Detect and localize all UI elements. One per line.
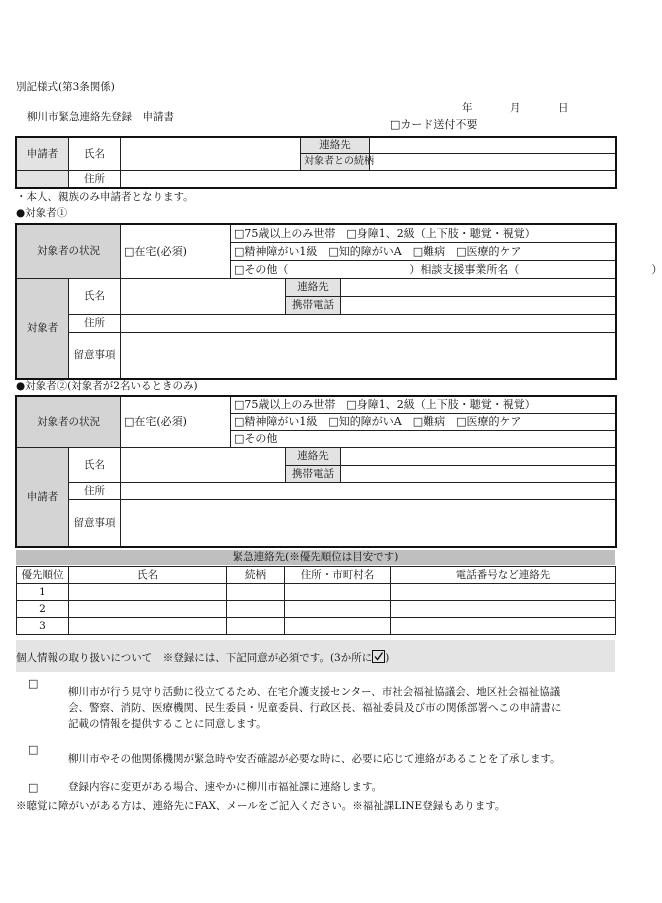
applicant-label-cont xyxy=(17,171,69,188)
target2-contact-field[interactable] xyxy=(341,448,616,466)
target1-label: 対象者 xyxy=(17,279,69,379)
applicant-label: 申請者 xyxy=(17,138,69,171)
emergency-table xyxy=(16,566,616,635)
target1-options-line3[interactable]: □その他（ ）相談支援事業所名（ ） xyxy=(231,261,616,279)
privacy-heading-text: 個人情報の取り扱いについて ※登録には、下記同意が必須です。(3か所に xyxy=(16,652,373,664)
emergency-name-field[interactable] xyxy=(69,601,227,618)
footer-note: ※聴覚に障がいがある方は、連絡先にFAX、メールをご記入ください。※福祉課LINE登録もあります。 xyxy=(16,800,506,812)
target1-address-label: 住所 xyxy=(69,315,121,333)
emergency-header-relation: 続柄 xyxy=(227,567,285,584)
emergency-address-field[interactable] xyxy=(285,601,391,618)
emergency-relation-field[interactable] xyxy=(227,601,285,618)
target1-contact-field[interactable] xyxy=(341,279,616,297)
emergency-address-field[interactable] xyxy=(285,618,391,635)
target1-address-field[interactable] xyxy=(121,315,616,333)
target2-options-line2[interactable]: □精神障がい1級 □知的障がいA □難病 □医療的ケア xyxy=(231,414,616,431)
emergency-priority: 2 xyxy=(17,601,69,618)
target1-table xyxy=(16,224,662,379)
emergency-header-priority: 優先順位 xyxy=(17,567,69,584)
target2-mobile-label: 携帯電話 xyxy=(286,466,341,483)
target1-name-label: 氏名 xyxy=(69,279,121,315)
target1-notes-field[interactable] xyxy=(121,333,616,379)
applicant-contact-field[interactable] xyxy=(370,138,616,154)
emergency-title: 緊急連絡先(※優先順位は目安です) xyxy=(16,550,615,565)
target2-address-label: 住所 xyxy=(69,483,121,500)
target2-name-label: 氏名 xyxy=(69,448,121,483)
privacy-heading-end: ) xyxy=(385,652,390,664)
target2-home-checkbox[interactable]: □在宅(必須) xyxy=(121,397,231,448)
consent1-checkbox[interactable]: □ xyxy=(28,677,39,690)
applicant-relation-label: 対象者との続柄 xyxy=(301,154,370,171)
target2-label: 申請者 xyxy=(17,448,69,547)
target1-name-field[interactable] xyxy=(121,279,286,315)
applicant-relation-field[interactable] xyxy=(370,154,616,171)
target2-name-field[interactable] xyxy=(121,448,286,483)
target2-mobile-field[interactable] xyxy=(341,466,616,483)
emergency-address-field[interactable] xyxy=(285,584,391,601)
emergency-relation-field[interactable] xyxy=(227,618,285,635)
privacy-heading xyxy=(16,650,389,665)
target2-contact-label: 連絡先 xyxy=(286,448,341,466)
target2-notes-label: 留意事項 xyxy=(69,500,121,547)
table-row xyxy=(17,618,616,635)
target2-options-line1[interactable]: □75歳以上のみ世帯 □身障1、2級（上下肢・聴覚・視覚） xyxy=(231,397,616,414)
target1-status-label: 対象者の状況 xyxy=(17,225,121,279)
consent1-line2: 会、警察、消防、医療機関、民生委員・児童委員、行政区長、福祉委員及び市の関係部署へこの申請書に xyxy=(68,702,562,714)
consent2-checkbox[interactable]: □ xyxy=(28,743,39,756)
applicant-table xyxy=(16,137,616,188)
consent1-text xyxy=(68,684,562,732)
emergency-phone-field[interactable] xyxy=(391,584,616,601)
target1-mobile-field[interactable] xyxy=(341,297,616,315)
applicant-name-label: 氏名 xyxy=(69,138,121,171)
target1-mobile-label: 携帯電話 xyxy=(286,297,341,315)
applicant-address-label: 住所 xyxy=(69,171,121,188)
target2-status-label: 対象者の状況 xyxy=(17,397,121,448)
emergency-header-address: 住所・市町村名 xyxy=(285,567,391,584)
emergency-priority: 3 xyxy=(17,618,69,635)
target2-options-line3[interactable]: □その他 xyxy=(231,431,616,448)
applicant-address-field[interactable] xyxy=(121,171,616,188)
applicant-name-field[interactable] xyxy=(121,138,301,171)
applicant-note: ・本人、親族のみ申請者となります。 xyxy=(16,191,194,203)
target2-table xyxy=(16,396,616,547)
emergency-header-name: 氏名 xyxy=(69,567,227,584)
target1-contact-label: 連絡先 xyxy=(286,279,341,297)
consent2-text: 柳川市やその他関係機関が緊急時や安否確認が必要な時に、必要に応じて連絡があることを了承します。 xyxy=(68,753,561,765)
table-row xyxy=(17,601,616,618)
target2-heading: ●対象者②(対象者が2名いるときのみ) xyxy=(16,380,198,392)
consent3-checkbox[interactable]: □ xyxy=(28,781,39,794)
emergency-name-field[interactable] xyxy=(69,618,227,635)
form-number: 別記様式(第3条関係) xyxy=(16,81,115,93)
emergency-priority: 1 xyxy=(17,584,69,601)
consent1-line3: 記載の情報を提供することに同意します。 xyxy=(68,718,267,730)
target1-options-line2[interactable]: □精神障がい1級 □知的障がいA □難病 □医療的ケア xyxy=(231,243,616,261)
consent1-line1: 柳川市が行う見守り活動に役立てるため、在宅介護支援センター、市社会福祉協議会、地区社会福祉協議 xyxy=(68,686,561,698)
target2-address-field[interactable] xyxy=(121,483,616,500)
emergency-header-phone: 電話番号など連絡先 xyxy=(391,567,616,584)
emergency-name-field[interactable] xyxy=(69,584,227,601)
date-year-label: 年 xyxy=(462,102,473,114)
date-month-label: 月 xyxy=(510,102,521,114)
consent3-text: 登録内容に変更がある場合、速やかに柳川市福祉課に連絡します。 xyxy=(68,781,383,793)
form-title: 柳川市緊急連絡先登録 申請書 xyxy=(27,111,174,123)
emergency-phone-field[interactable] xyxy=(391,618,616,635)
target1-home-checkbox[interactable]: □在宅(必須) xyxy=(121,225,231,279)
target2-notes-field[interactable] xyxy=(121,500,616,547)
applicant-contact-label: 連絡先 xyxy=(301,138,370,154)
target1-options-line1[interactable]: □75歳以上のみ世帯 □身障1、2級（上下肢・聴覚・視覚） xyxy=(231,225,616,243)
date-day-label: 日 xyxy=(558,102,569,114)
checked-box-icon xyxy=(372,650,385,663)
target1-heading: ●対象者① xyxy=(16,207,68,219)
target1-notes-label: 留意事項 xyxy=(69,333,121,379)
table-row xyxy=(17,584,616,601)
emergency-phone-field[interactable] xyxy=(391,601,616,618)
emergency-relation-field[interactable] xyxy=(227,584,285,601)
card-not-needed-checkbox[interactable]: □カード送付不要 xyxy=(390,118,478,131)
